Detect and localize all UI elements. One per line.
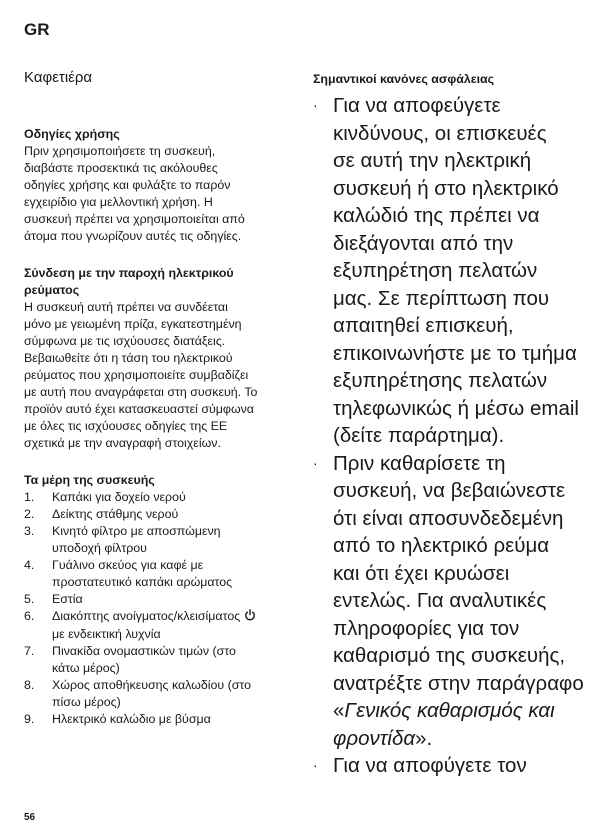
power-line: με όλες τις ισχύουσες οδηγίες της ΕΕ: [24, 419, 228, 433]
item-text: Χώρος αποθήκευσης καλωδίου (στο: [52, 678, 251, 692]
power-line: Η συσκευή αυτή πρέπει να συνδέεται: [24, 300, 228, 314]
bullet-icon: ·: [313, 97, 318, 113]
instructions-line: συσκευή πρέπει να χρησιμοποιείται από: [24, 212, 245, 226]
rule-line: [333, 697, 593, 725]
item-number: 8.: [24, 678, 35, 692]
safety-rule: [313, 450, 593, 753]
power-line: σύμφωνα με τις ισχύουσες διατάξεις.: [24, 334, 226, 348]
rule-line: εντελώς. Για αναλυτικές: [333, 589, 547, 612]
instructions-section: [24, 126, 292, 245]
instructions-line: διαβάστε προσεκτικά τις ακόλουθες: [24, 161, 218, 175]
power-heading: Σύνδεση με την παροχή ηλεκτρικού: [24, 266, 234, 280]
instructions-heading: Οδηγίες χρήσης: [24, 127, 120, 141]
right-column: [313, 72, 593, 780]
rule-line: συσκευή, να βεβαιώνεστε: [333, 479, 566, 502]
rule-line: σε αυτή την ηλεκτρική: [333, 149, 532, 172]
list-item: [24, 506, 292, 523]
rule-line: επικοινωνήστε με το τμήμα: [333, 341, 577, 365]
instructions-line: οδηγίες χρήσης και φυλάξτε το παρόν: [24, 178, 231, 192]
rule-line: Για να αποφεύγετε: [333, 94, 501, 117]
item-number: 1.: [24, 490, 35, 504]
section-reference: Γενικός καθαρισμός και: [344, 699, 555, 722]
power-line: Βεβαιωθείτε ότι η τάση του ηλεκτρικού: [24, 351, 233, 365]
rule-line: εξυπηρέτηση πελατών: [333, 259, 538, 282]
parts-heading: Τα μέρη της συσκευής: [24, 473, 155, 487]
item-text: Καπάκι για δοχείο νερού: [52, 490, 186, 504]
rule-line: απαιτηθεί επισκευή,: [333, 314, 514, 337]
list-item: [24, 677, 292, 711]
language-code: GR: [24, 20, 50, 39]
power-line: σχετικά με την αναγραφή στοιχείων.: [24, 436, 221, 450]
rule-line: μας. Σε περίπτωση που: [333, 286, 550, 310]
item-text: Ηλεκτρικό καλώδιο με βύσμα: [52, 712, 211, 726]
item-number: 5.: [24, 592, 35, 606]
item-number: 6.: [24, 609, 35, 623]
bullet-icon: ·: [313, 454, 318, 471]
safety-rule: [313, 92, 593, 450]
list-item: [24, 711, 292, 728]
power-section: [24, 265, 292, 452]
rule-line: συσκευή ή στο ηλεκτρικό: [333, 176, 559, 200]
rule-line: καλώδιό της πρέπει να: [333, 204, 540, 227]
parts-section: [24, 472, 292, 728]
item-text: πίσω μέρος): [52, 695, 121, 709]
item-text: Πινακίδα ονομαστικών τιμών (στο: [52, 644, 236, 658]
list-item: [24, 591, 292, 608]
list-item: [24, 489, 292, 506]
rule-line: εξυπηρέτησης πελατών: [333, 369, 548, 392]
rule-line: [333, 725, 593, 753]
rule-line: τηλεφωνικώς ή μέσω email: [333, 396, 579, 420]
rule-line: Πριν καθαρίσετε τη: [333, 451, 506, 475]
safety-heading: Σημαντικοί κανόνες ασφάλειας: [313, 72, 495, 86]
item-text: Γυάλινο σκεύος για καφέ με: [52, 558, 204, 572]
item-text: Κινητό φίλτρο με αποσπώμενη: [52, 524, 221, 538]
quote-open: «: [333, 699, 345, 722]
rule-line: πληροφορίες για τον: [333, 616, 520, 640]
item-text: Διακόπτης ανοίγματος/κλεισίματος: [52, 609, 241, 623]
item-number: 3.: [24, 524, 35, 538]
parts-list: [24, 489, 292, 728]
item-text: Εστία: [52, 592, 83, 606]
rule-line: καθαρισμό της συσκευής,: [333, 644, 566, 667]
list-item: [24, 608, 292, 643]
instructions-line: άτομα που γνωρίζουν αυτές τις οδηγίες.: [24, 229, 242, 243]
item-text: κάτω μέρος): [52, 661, 120, 675]
section-reference: φροντίδα: [333, 726, 416, 750]
rule-line: ότι είναι αποσυνδεδεμένη: [333, 506, 564, 530]
safety-rules-list: [313, 92, 593, 780]
power-heading: ρεύματος: [24, 283, 80, 297]
page-number: 56: [24, 812, 36, 823]
list-item: [24, 523, 292, 557]
left-column: [24, 126, 292, 728]
power-icon: [244, 609, 256, 626]
rule-line: ανατρέξτε στην παράγραφο: [333, 671, 584, 695]
rule-line: και ότι έχει κρυώσει: [333, 561, 510, 585]
item-number: 9.: [24, 712, 35, 726]
rule-line: διεξάγονται από την: [333, 231, 514, 255]
instructions-line: εγχειρίδιο για μελλοντική χρήση. Η: [24, 195, 213, 209]
item-text: υποδοχή φίλτρου: [52, 541, 147, 555]
item-number: 4.: [24, 558, 35, 572]
item-number: 7.: [24, 644, 35, 658]
rule-line: Για να αποφύγετε τον: [333, 754, 527, 777]
rule-line: (δείτε παράρτημα).: [333, 424, 505, 447]
power-line: μόνο με γειωμένη πρίζα, εγκατεστημένη: [24, 317, 242, 331]
list-item: [24, 643, 292, 677]
item-number: 2.: [24, 507, 35, 521]
power-line: με αυτή που αναγράφεται στη συσκευή. Το: [24, 385, 258, 399]
instructions-line: Πριν χρησιμοποιήσετε τη συσκευή,: [24, 144, 216, 158]
list-item: [24, 557, 292, 591]
power-line: ρεύματος που χρησιμοποιείτε συμβαδίζει: [24, 368, 249, 382]
page-title: Καφετιέρα: [24, 69, 93, 86]
item-text: προστατευτικό καπάκι αρώματος: [52, 575, 233, 589]
bullet-icon: ·: [313, 757, 318, 773]
safety-rule: [313, 752, 593, 780]
item-text: Δείκτης στάθμης νερού: [52, 507, 179, 521]
power-line: προϊόν αυτό έχει κατασκευαστεί σύμφωνα: [24, 402, 254, 416]
item-text: με ενδεικτική λυχνία: [52, 627, 161, 641]
rule-line: από το ηλεκτρικό ρεύμα: [333, 534, 550, 557]
rule-line: κινδύνους, οι επισκευές: [333, 121, 547, 145]
quote-close: ».: [415, 726, 433, 750]
